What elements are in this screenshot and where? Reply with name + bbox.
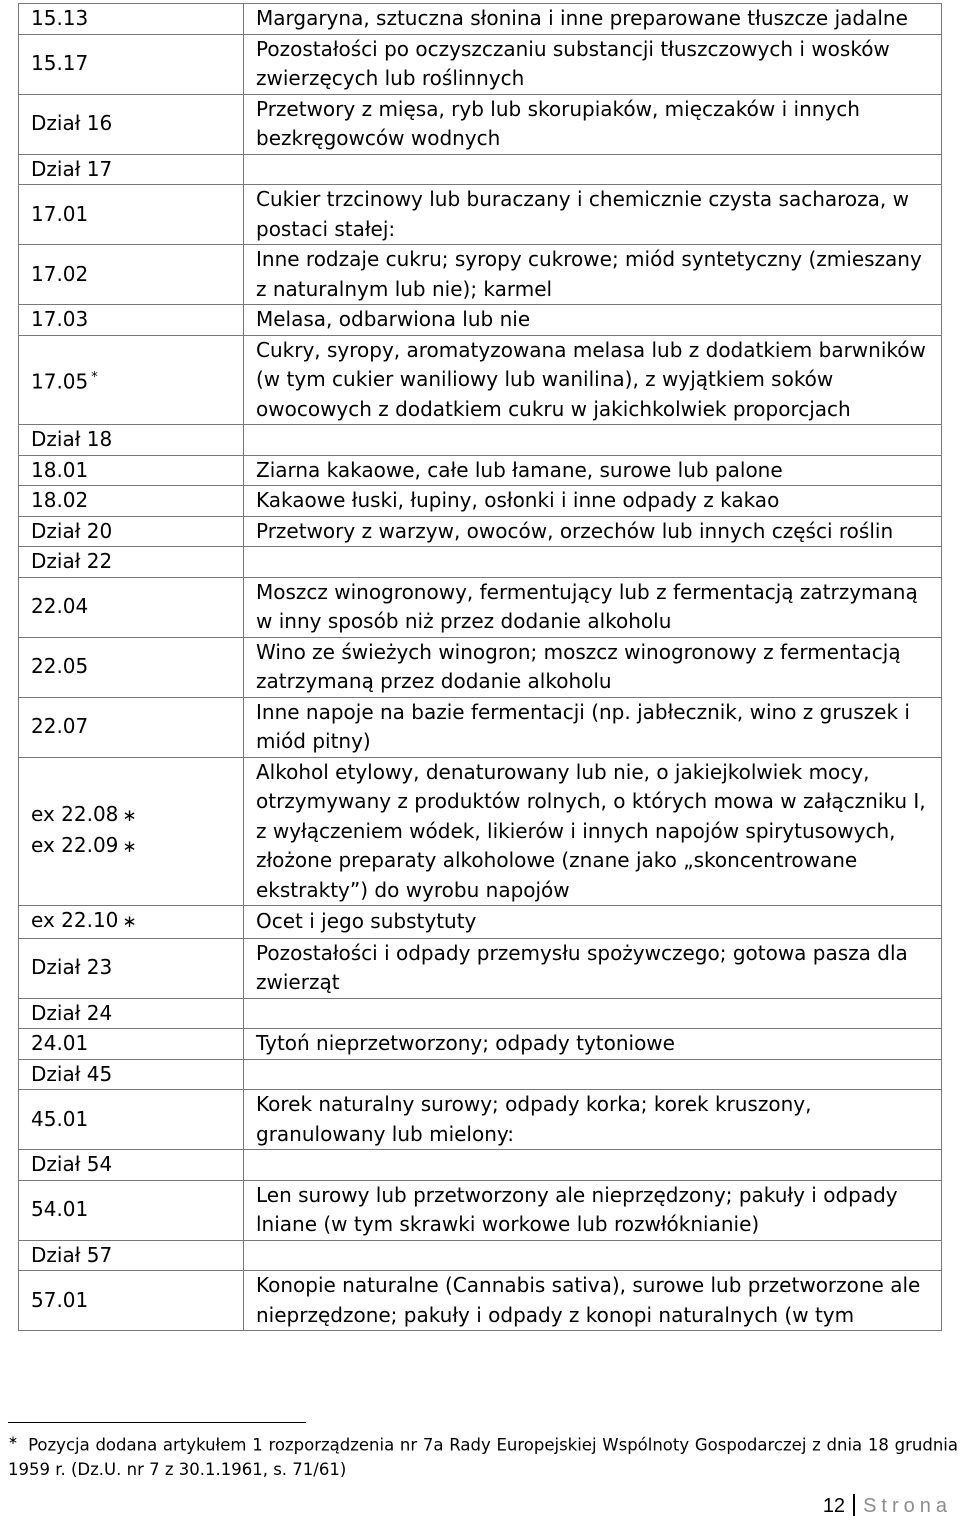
code-cell	[19, 1090, 244, 1150]
code-value	[31, 49, 233, 79]
code-value	[31, 109, 233, 139]
code-text: Dział 23	[31, 955, 113, 980]
table-row	[19, 1180, 942, 1240]
code-text: 24.01	[31, 1031, 89, 1055]
description-cell: Len surowy lub przetworzony ale nieprzędzony; pakuły i odpady lniane (w tym skrawki workowe lub rozwłóknianie)	[244, 1180, 942, 1240]
page-word: Strona	[863, 1495, 952, 1517]
table-body	[19, 4, 942, 1331]
description-cell	[244, 425, 942, 456]
code-value	[31, 652, 233, 682]
code-value	[31, 155, 233, 185]
description-cell: Korek naturalny surowy; odpady korka; korek kruszony, granulowany lub mielony:	[244, 1090, 942, 1150]
code-cell	[19, 154, 244, 185]
code-value	[31, 425, 233, 455]
code-value	[31, 906, 233, 938]
code-cell	[19, 1271, 244, 1331]
code-cell	[19, 335, 244, 425]
table-row	[19, 938, 942, 998]
code-text: 17.01	[31, 201, 89, 226]
description-cell: Przetwory z warzyw, owoców, orzechów lub innych części roślin	[244, 516, 942, 547]
code-value	[31, 517, 233, 547]
table-row	[19, 245, 942, 305]
code-text: 17.05	[31, 369, 89, 394]
table-row	[19, 305, 942, 336]
description-cell: Cukier trzcinowy lub buraczany i chemicznie czysta sacharoza, w postaci stałej:	[244, 185, 942, 245]
table-row	[19, 154, 942, 185]
code-text: ex 22.08	[31, 801, 119, 826]
description-cell: Kakaowe łuski, łupiny, osłonki i inne odpady z kakao	[244, 486, 942, 517]
code-cell	[19, 94, 244, 154]
code-cell	[19, 697, 244, 757]
description-cell: Przetwory z mięsa, ryb lub skorupiaków, mięczaków i innych bezkręgowców wodnych	[244, 94, 942, 154]
code-value	[31, 1029, 233, 1059]
code-text: Dział 24	[31, 1000, 113, 1025]
code-text: 15.17	[31, 51, 89, 76]
description-cell	[244, 154, 942, 185]
description-cell	[244, 998, 942, 1029]
code-text: 22.07	[31, 714, 89, 739]
table-row	[19, 697, 942, 757]
description-cell: Inne rodzaje cukru; syropy cukrowe; miód syntetyczny (zmieszany z naturalnym lub nie); karmel	[244, 245, 942, 305]
code-value	[31, 712, 233, 742]
table-row	[19, 547, 942, 578]
code-cell	[19, 637, 244, 697]
code-text: 17.03	[31, 307, 89, 331]
code-text: Dział 57	[31, 1242, 113, 1267]
footnote	[8, 1428, 958, 1482]
code-value	[31, 363, 233, 397]
table-row	[19, 1150, 942, 1181]
code-cell	[19, 486, 244, 517]
code-value	[31, 1241, 233, 1271]
code-text: Dział 45	[31, 1061, 113, 1086]
code-value	[31, 4, 233, 34]
table-row	[19, 1271, 942, 1331]
footnote-text: Pozycja dodana artykułem 1 rozporządzenia nr 7a Rady Europejskiej Wspólnoty Gospodarczej z dnia 18 grudnia 1959 r. (Dz.U. nr 7 z 30.1.1961, s. 71/61)	[8, 1435, 958, 1479]
table-row	[19, 577, 942, 637]
description-cell: Margaryna, sztuczna słonina i inne preparowane tłuszcze jadalne	[244, 4, 942, 35]
table-row	[19, 185, 942, 245]
table-row	[19, 455, 942, 486]
code-cell	[19, 577, 244, 637]
description-cell	[244, 1059, 942, 1090]
description-cell: Moszcz winogronowy, fermentujący lub z fermentacją zatrzymaną w inny sposób niż przez dodanie alkoholu	[244, 577, 942, 637]
description-cell: Alkohol etylowy, denaturowany lub nie, o jakiejkolwiek mocy, otrzymywany z produktów rolnych, o których mowa w załączniku I, z wyłączeniem wódek, likierów i innych napojów spirytusowych, złożone preparaty alkoholowe (znane jako „skoncentrowane ekstrakty”) do wyrobu napojów	[244, 757, 942, 906]
description-cell: Ziarna kakaowe, całe lub łamane, surowe lub palone	[244, 455, 942, 486]
description-cell	[244, 547, 942, 578]
code-value	[31, 1060, 233, 1090]
code-value	[31, 260, 233, 290]
code-cell	[19, 1150, 244, 1181]
asterisk-marker: ∗	[122, 805, 137, 826]
code-cell	[19, 305, 244, 336]
table-row	[19, 998, 942, 1029]
description-cell: Cukry, syropy, aromatyzowana melasa lub z dodatkiem barwników (w tym cukier waniliowy lub wanilina), z wyjątkiem soków owocowych z dodatkiem cukru w jakichkolwiek proporcjach	[244, 335, 942, 425]
code-cell	[19, 938, 244, 998]
description-cell	[244, 1150, 942, 1181]
description-cell	[244, 1240, 942, 1271]
code-text: 22.05	[31, 654, 89, 679]
code-cell	[19, 1029, 244, 1060]
asterisk-marker: ∗	[122, 837, 137, 858]
code-cell	[19, 1180, 244, 1240]
page-number-divider	[853, 1494, 855, 1516]
code-value	[31, 456, 233, 486]
asterisk-marker: ∗	[122, 912, 137, 932]
footnote-marker: ∗	[8, 1433, 19, 1447]
description-cell: Pozostałości po oczyszczaniu substancji tłuszczowych i wosków zwierzęcych lub roślinnych	[244, 34, 942, 94]
code-text: ex 22.10	[31, 908, 119, 932]
table-row	[19, 1059, 942, 1090]
page-number-footer	[823, 1494, 952, 1518]
page-number: 12	[822, 1495, 846, 1517]
code-cell	[19, 34, 244, 94]
description-cell: Melasa, odbarwiona lub nie	[244, 305, 942, 336]
code-cell	[19, 1240, 244, 1271]
code-cell	[19, 425, 244, 456]
table-row	[19, 757, 942, 906]
code-cell	[19, 547, 244, 578]
table-row	[19, 94, 942, 154]
code-text: 54.01	[31, 1197, 89, 1222]
code-value	[31, 486, 233, 516]
code-value	[31, 200, 233, 230]
description-cell: Pozostałości i odpady przemysłu spożywczego; gotowa pasza dla zwierząt	[244, 938, 942, 998]
code-cell	[19, 455, 244, 486]
code-text: Dział 20	[31, 518, 113, 543]
code-text: 18.01	[31, 457, 89, 482]
code-text: 22.04	[31, 594, 89, 619]
code-text: Dział 22	[31, 549, 113, 573]
table-row	[19, 637, 942, 697]
table-row	[19, 4, 942, 35]
code-value	[31, 1150, 233, 1180]
code-cell	[19, 4, 244, 35]
tariff-codes-table	[18, 3, 942, 1331]
code-text: Dział 18	[31, 427, 113, 451]
table-row	[19, 1029, 942, 1060]
code-cell	[19, 516, 244, 547]
description-cell: Tytoń nieprzetworzony; odpady tytoniowe	[244, 1029, 942, 1060]
description-cell: Ocet i jego substytuty	[244, 906, 942, 939]
code-text: ex 22.09	[31, 833, 119, 858]
table-row	[19, 1240, 942, 1271]
code-text: 17.02	[31, 261, 89, 286]
code-value	[31, 1286, 233, 1316]
asterisk-marker: *	[91, 369, 98, 385]
table-row	[19, 516, 942, 547]
code-text: 45.01	[31, 1106, 89, 1131]
code-value	[31, 831, 233, 863]
code-cell	[19, 998, 244, 1029]
code-cell	[19, 906, 244, 939]
code-cell	[19, 185, 244, 245]
code-text: Dział 17	[31, 156, 113, 181]
code-text: Dział 16	[31, 111, 113, 136]
code-text: 15.13	[31, 6, 89, 30]
footnote-separator	[8, 1422, 306, 1423]
table-row	[19, 1090, 942, 1150]
table-row	[19, 425, 942, 456]
table-row	[19, 906, 942, 939]
code-value	[31, 547, 233, 577]
code-text: Dział 54	[31, 1152, 113, 1176]
table-row	[19, 34, 942, 94]
code-text: 57.01	[31, 1287, 89, 1312]
code-cell	[19, 1059, 244, 1090]
code-value	[31, 999, 233, 1029]
code-value	[31, 953, 233, 983]
code-value	[31, 1105, 233, 1135]
code-value	[31, 305, 233, 335]
description-cell: Konopie naturalne (Cannabis sativa), surowe lub przetworzone ale nieprzędzone; pakuły i odpady z konopi naturalnych (w tym	[244, 1271, 942, 1331]
table-row	[19, 486, 942, 517]
code-text: 18.02	[31, 488, 89, 512]
code-cell	[19, 757, 244, 906]
description-cell: Inne napoje na bazie fermentacji (np. jabłecznik, wino z gruszek i miód pitny)	[244, 697, 942, 757]
code-value	[31, 592, 233, 622]
code-value	[31, 1195, 233, 1225]
code-cell	[19, 245, 244, 305]
code-value	[31, 800, 233, 832]
table-row	[19, 335, 942, 425]
description-cell: Wino ze świeżych winogron; moszcz winogronowy z fermentacją zatrzymaną przez dodanie alkoholu	[244, 637, 942, 697]
